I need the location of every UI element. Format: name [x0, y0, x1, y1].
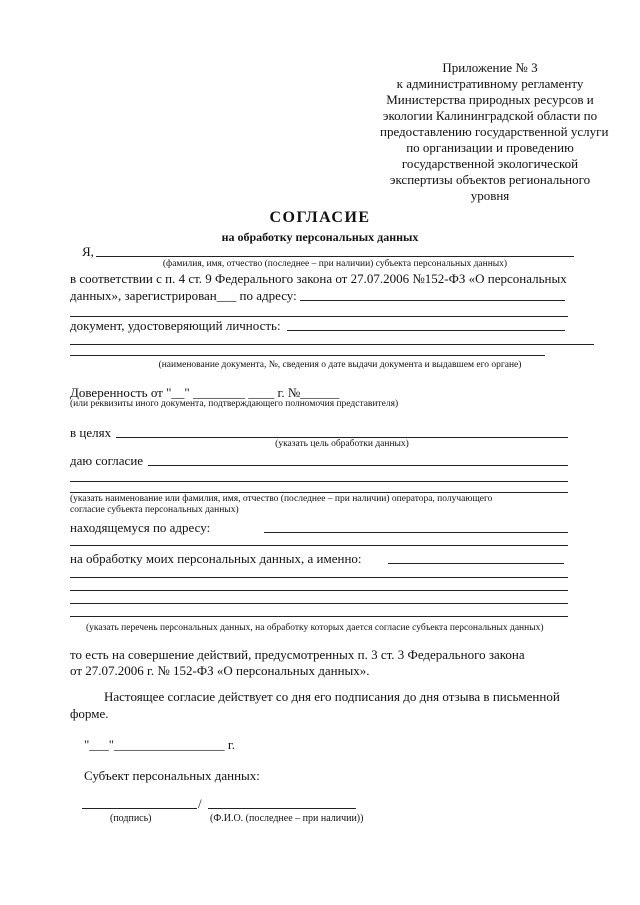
appendix-line: уровня	[470, 188, 510, 203]
document-subtitle: на обработку персональных данных	[221, 230, 419, 244]
appendix-line: Приложение № 3	[442, 60, 538, 75]
validity-line1: Настоящее согласие действует со дня его подписания до дня отзыва в письменной	[104, 689, 560, 704]
identity-document-field-cont2[interactable]	[70, 355, 545, 356]
purpose-label: в целях	[70, 425, 112, 440]
signature-field[interactable]	[82, 808, 197, 809]
operator-address-field-cont[interactable]	[70, 545, 568, 546]
appendix-line: предоставлению государственной услуги	[380, 124, 609, 139]
personal-data-list-field-cont[interactable]	[70, 590, 568, 591]
address-field[interactable]	[300, 300, 565, 301]
full-name-caption: (Ф.И.О. (последнее – при наличии))	[210, 813, 364, 824]
identity-document-label: документ, удостоверяющий личность:	[70, 318, 281, 333]
signature-slash: /	[198, 796, 202, 811]
operator-caption-line1: (указать наименование или фамилия, имя, отчество (последнее – при наличии) оператора, получающего	[70, 494, 493, 504]
personal-data-list-field-cont[interactable]	[70, 577, 568, 578]
operator-address-field[interactable]	[264, 532, 568, 533]
appendix-line: Министерства природных ресурсов и	[386, 92, 594, 107]
personal-data-list-field-cont[interactable]	[70, 616, 568, 617]
operator-field-cont[interactable]	[70, 481, 568, 482]
appendix-line: государственной экологической	[401, 156, 579, 171]
proxy-label: Доверенность от "__" ________ ____ г. №______	[70, 385, 340, 400]
validity-line2: форме.	[70, 706, 109, 721]
address-field-cont[interactable]	[70, 316, 568, 317]
full-name-field[interactable]	[208, 808, 356, 809]
personal-data-list-caption: (указать перечень персональных данных, на обработку которых дается согласие субъекта персональных данных)	[86, 623, 544, 633]
subject-label: Субъект персональных данных:	[84, 768, 260, 783]
identity-document-caption: (наименование документа, №, сведения о дате выдачи документа и выдавшем его органе)	[158, 360, 522, 370]
consent-label: даю согласие	[70, 453, 144, 468]
operator-field-cont2[interactable]	[70, 492, 568, 493]
fio-field[interactable]	[96, 256, 574, 257]
operator-caption-line2: согласие субъекта персональных данных)	[70, 505, 239, 515]
identity-document-field[interactable]	[287, 330, 565, 331]
date-field[interactable]: "___"_________________ г.	[84, 737, 235, 752]
personal-data-list-field-cont[interactable]	[70, 603, 568, 604]
actions-line2: от 27.07.2006 г. № 152-ФЗ «О персональных данных».	[70, 663, 370, 678]
processing-label: на обработку моих персональных данных, а именно:	[70, 551, 362, 566]
appendix-line: экспертизы объектов регионального	[389, 172, 591, 187]
appendix-line: к административному регламенту	[396, 76, 584, 91]
operator-address-label: находящемуся по адресу:	[70, 520, 211, 535]
document-title: СОГЛАСИЕ	[269, 209, 371, 226]
identity-document-field-cont[interactable]	[70, 344, 594, 345]
appendix-line: по организации и проведению	[406, 140, 574, 155]
proxy-caption: (или реквизиты иного документа, подтверждающего полномочия представителя)	[70, 399, 399, 409]
actions-line1: то есть на совершение действий, предусмотренных п. 3 ст. 3 Федерального закона	[70, 647, 525, 662]
purpose-caption: (указать цель обработки данных)	[275, 439, 409, 449]
law-reference-line1: в соответствии с п. 4 ст. 9 Федерального закона от 27.07.2006 №152-ФЗ «О персональных	[70, 271, 567, 286]
signature-caption: (подпись)	[110, 813, 152, 824]
purpose-field[interactable]	[116, 437, 568, 438]
operator-field[interactable]	[148, 465, 568, 466]
fio-caption: (фамилия, имя, отчество (последнее – при наличии) субъекта персональных данных)	[162, 259, 508, 269]
law-reference-line2: данных», зарегистрирован___ по адресу:	[70, 288, 297, 303]
i-label: Я,	[82, 244, 94, 259]
personal-data-list-field[interactable]	[388, 563, 564, 564]
appendix-line: экологии Калининградской области по	[382, 108, 598, 123]
